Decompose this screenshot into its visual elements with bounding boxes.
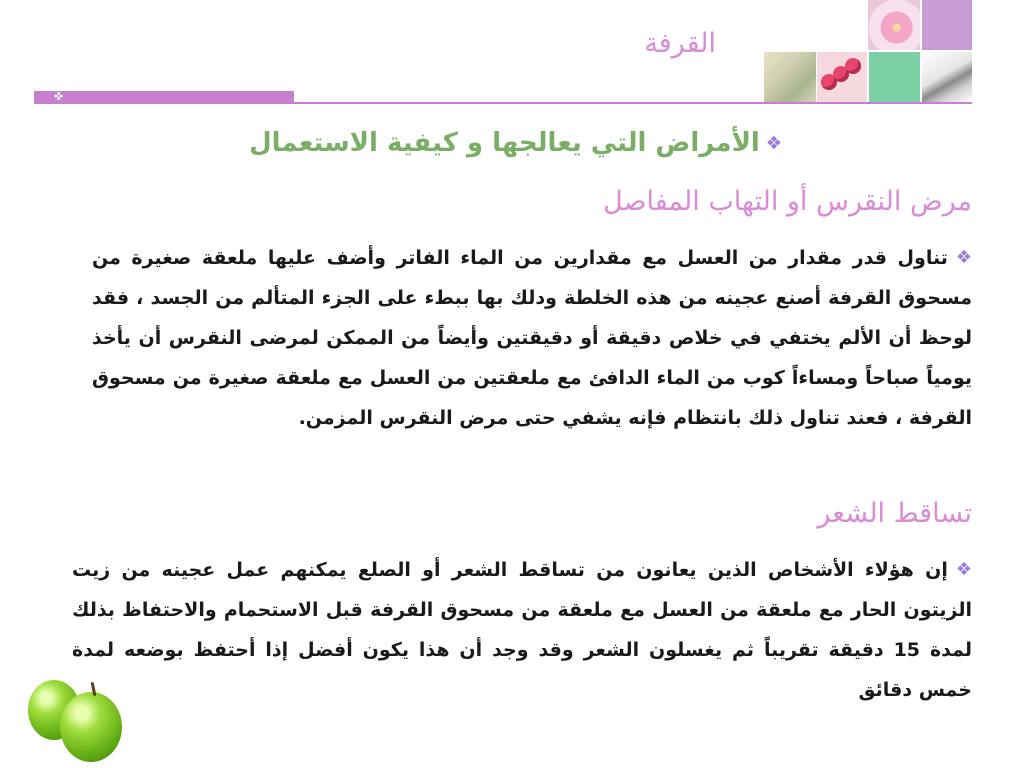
orchid-image [868, 0, 920, 50]
diamond-bullet-icon: ❖ [765, 133, 782, 154]
rollers-image [817, 52, 867, 102]
divider-line [34, 102, 972, 104]
band-marker-icon: ✜ [54, 90, 64, 103]
section-heading-text: الأمراض التي يعالجها و كيفية الاستعمال [249, 128, 760, 158]
paragraph-gout [92, 238, 972, 438]
paragraph-gout-text: تناول قدر مقدار من العسل مع مقدارين من الماء الفاتر وأضف عليها ملعقة صغيرة من مسحوق القرفة أصنع عجينه من هذه الخلطة ودلك بها ببطء على الجزء المتألم من الجسد ، فقد لوحظ أن الألم يختفي في خلاص دقيقة أو دقيقتين وأيضاً من الممكن لمرضى النقرس أن يأخذ يومياً صباحاً ومساءاً كوب من الماء الدافئ مع ملعقتين من العسل مع ملعقة صغيرة من مسحوق القرفة ، فعند تناول ذلك بانتظام فإنه يشفي حتى مرض النقرس المزمن. [92, 247, 972, 429]
diamond-bullet-icon: ❖ [955, 559, 972, 580]
paragraph-hair-loss [72, 550, 972, 710]
sub-heading-hair-loss: تساقط الشعر [817, 498, 972, 529]
perfume-image [764, 52, 816, 102]
paragraph-hair-loss-text: إن هؤلاء الأشخاص الذين يعانون من تساقط الشعر أو الصلع يمكنهم عمل عجينه من زيت الزيتون الحار مع ملعقة من العسل مع ملعقة من مسحوق القرفة قبل الاستحمام والاحتفاظ بذلك لمدة 15 دقيقة تقريباً ثم يغسلون الشعر وقد وجد أن هذا يكون أفضل إذا أحتفظ بوضعه لمدة خمس دقائق [72, 559, 973, 701]
decor-tile-purple [922, 0, 972, 50]
decor-tile-green [869, 52, 920, 102]
slide-title: القرفة [644, 28, 716, 59]
sub-heading-gout: مرض النقرس أو التهاب المفاصل [603, 186, 972, 217]
makeup-image [922, 52, 972, 102]
diamond-bullet-icon: ❖ [955, 247, 972, 268]
section-heading [249, 128, 782, 158]
